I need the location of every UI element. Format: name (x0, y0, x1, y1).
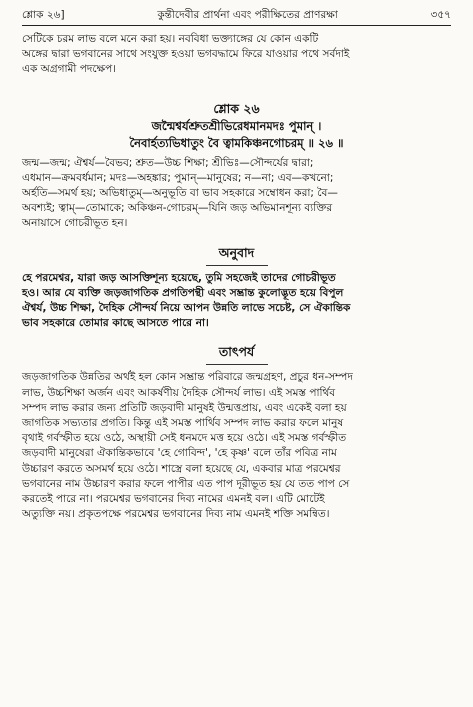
purport-line: অত্যুক্তি নয়। প্রকৃতপক্ষে পরমেশ্বর ভগবানের দিব্য নাম এমনই শক্তি সমন্বিত। (22, 508, 330, 521)
header-verse-ref: শ্লোক ২৬] (22, 9, 65, 21)
synonyms-line: জন্ম—জন্ম; ঐশ্বর্য—বৈভব; শ্রুত—উচ্চ শিক্ষা; শ্রীভিঃ—সৌন্দর্যের দ্বারা; (22, 156, 314, 169)
verse-line: নৈবার্হত্যভিধাতুং বৈ ত্বামকিঞ্চনগোচরম্ ॥ ২৬ ॥ (129, 135, 344, 150)
verse-block (22, 118, 451, 152)
purport-line: ভগবানের নাম উচ্চারণ করার ফলে পাপীর এত পাপ দূরীভূত হয় যে তত পাপ সে (22, 477, 350, 490)
purport-line: বৃথাই গর্বস্ফীত হয়ে ওঠে, অস্থায়ী সেই ধনমদে মত্ত হয়ে ওঠে। এই সমস্ত গর্বস্ফীত (22, 432, 347, 445)
purport-line: করতেই পারে না। পরমেশ্বর ভগবানের দিব্য নামের এমনই বল। এটি মোটেই (22, 493, 325, 506)
purport-line: লাভ, উচ্চশিক্ষা অর্জন এবং আকর্ষণীয় দৈহিক সৌন্দর্য লাভ। এই সমস্ত পার্থিব (22, 386, 336, 399)
purport-line: জাগতিক সভ্যতার প্রগতি। কিন্তু এই সমস্ত পার্থিব সম্পদ লাভ করার ফলে মানুষ (22, 417, 344, 430)
intro-line: সেটিকে চরম লাভ বলে মনে করা হয়। নববিধা ভক্ত্যাঙ্গের যে কোন একটি (22, 33, 319, 45)
intro-line: অঙ্গের দ্বারা ভগবানের সাথে সংযুক্ত হওয়া ভগবদ্ধামে ফিরে যাওয়ার পথে সর্বদাই (22, 48, 350, 61)
translation-line: হে পরমেশ্বর, যারা জড় আসক্তিশূন্য হয়েছে, তুমি সহজেই তাদের গোচরীভূত (22, 271, 336, 284)
purport-paragraph (22, 370, 451, 522)
verse-line: জন্মৈশ্বর্যশ্রুতশ্রীভিরেধমানমদঃ পুমান্ । (151, 118, 322, 133)
verse-title: শ্লোক ২৬ (213, 100, 260, 116)
translation-paragraph (22, 271, 451, 332)
synonyms-line: এধমান—ক্রমবর্ধমান; মদঃ—অহঙ্কার; পুমান্—মানুষের; ন—না; এব—কখনো; (22, 171, 334, 184)
translation-line: ঐশ্বর্য, উচ্চ শিক্ষা, দৈহিক সৌন্দর্য নিয়ে আপন উন্নতি লাভে সচেষ্ট, সে ঐকান্তিক (22, 302, 351, 315)
translation-line: হও। আর যে ব্যক্তি জড়জাগতিক প্রগতিপন্থী এবং সম্ভ্রান্ত কুলোদ্ভূত হয়ে বিপুল (22, 286, 344, 299)
synonyms-paragraph (22, 156, 451, 232)
purport-line: উচ্চারণ করতে অসমর্থ হয়ে ওঠে। শাস্ত্রে বলা হয়েছে যে, একবার মাত্র পরমেশ্বর (22, 462, 341, 475)
purport-heading: তাৎপর্য (218, 344, 255, 360)
header-divider (22, 25, 451, 26)
translation-line: ভাব সহকারে তোমার কাছে আসতে পারে না। (22, 317, 209, 330)
purport-line: জড়জাগতিক উন্নতির অর্থই হল কোন সম্ভ্রান্ত পরিবারে জন্মগ্রহণ, প্রচুর ধন-সম্পদ (22, 371, 353, 384)
synonyms-line: অনায়াসে গোচরীভূত হন। (22, 217, 128, 230)
synonyms-line: অর্হতি—সমর্থ হয়; অভিধাতুম্—অনুভূতি বা ভাব সহকারে সম্বোধন করা; বৈ— (22, 187, 338, 200)
intro-paragraph (22, 32, 451, 78)
purport-heading-rule (206, 364, 268, 365)
page-header (22, 8, 451, 22)
purport-line: সম্পদ লাভ করার জন্য প্রতিটি জড়বাদী মানুষই উন্মত্তপ্রায়, এবং একেই বলা হয় (22, 401, 347, 414)
header-page-number: ৩৫৭ (430, 9, 451, 21)
intro-line: এক অগ্রগামী পদক্ষেপ। (22, 63, 116, 76)
translation-heading: অনুবাদ (218, 244, 255, 260)
translation-heading-rule (206, 265, 268, 266)
header-chapter-title: কুন্তীদেবীর প্রার্থনা এবং পরীক্ষিতের প্রাণরক্ষা (157, 9, 338, 21)
synonyms-line: অবশ্যই; ত্বাম্—তোমাকে; অকিঞ্চন-গোচরম্—যিনি জড় অভিমানশূন্য ব্যক্তির (22, 202, 333, 215)
purport-line: জড়বাদী মানুষেরা ঐকান্তিকভাবে 'হে গোবিন্দ', 'হে কৃষ্ণ' বলে তাঁর পবিত্র নাম (22, 447, 337, 460)
